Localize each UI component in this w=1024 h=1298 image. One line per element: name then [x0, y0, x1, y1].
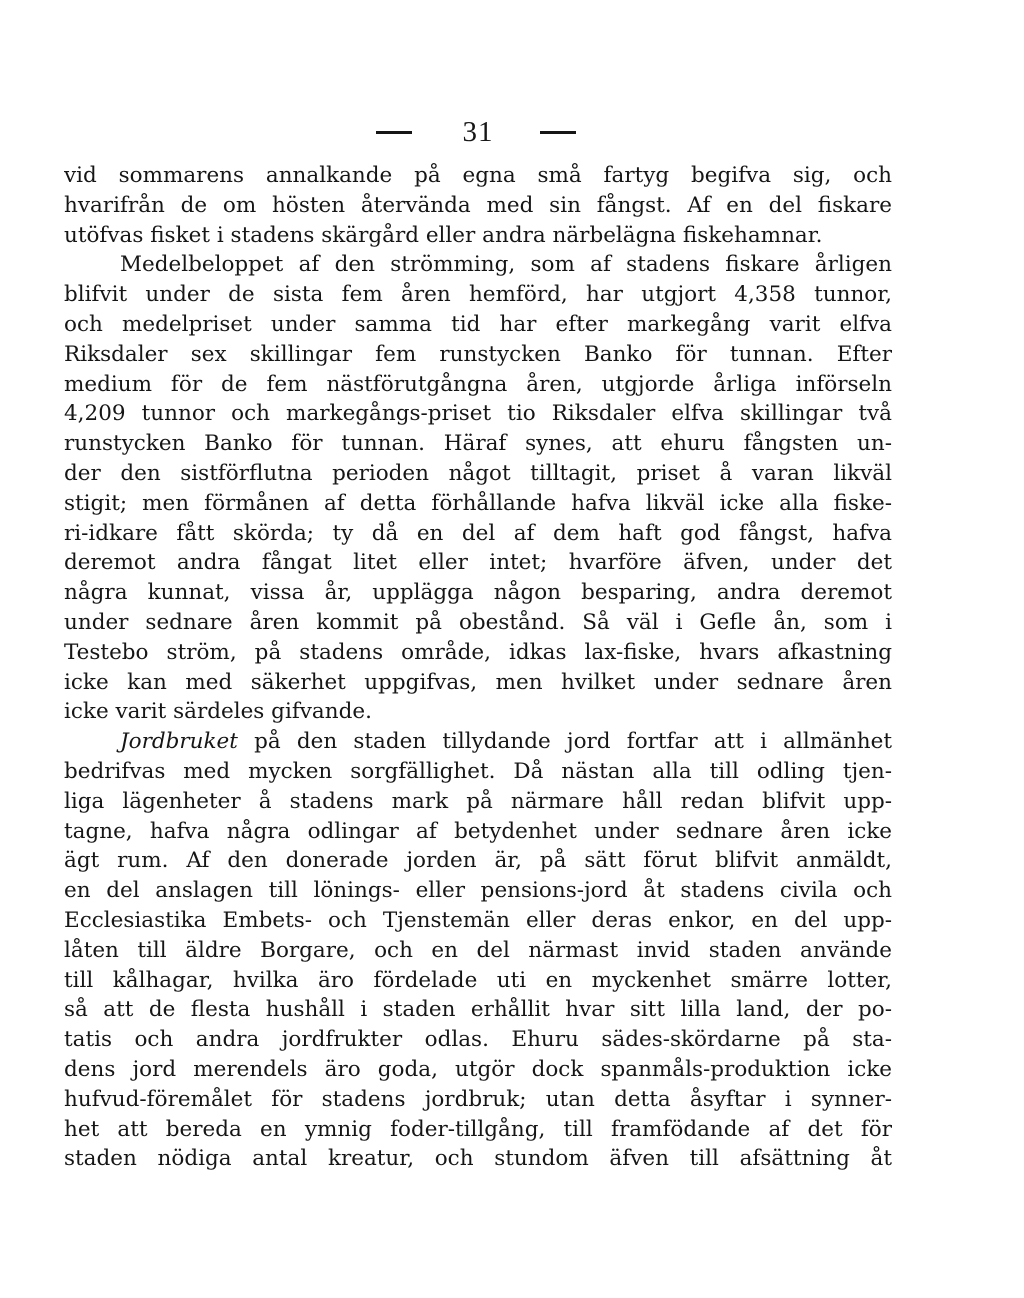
first-line-rest: på den staden tillydande jord fortfar att i allmänhet: [237, 729, 892, 755]
text-line: ri-idkare fått skörda; ty då en del af dem haft god fångst, hafva: [64, 520, 892, 546]
text-line: blifvit under de sista fem åren hemförd, har utgjort 4,358 tunnor,: [64, 282, 892, 308]
text-line: Ecclesiastika Embets- och Tjenstemän eller deras enkor, en del upp-: [64, 907, 892, 933]
text-line: icke kan med säkerhet uppgifvas, men hvilket under sednare åren: [64, 669, 892, 695]
text-line: tagne, hafva några odlingar af betydenhet under sednare åren icke: [64, 818, 892, 844]
header-rule-right: [540, 131, 576, 134]
text-line: bedrifvas med mycken sorgfällighet. Då nästan alla till odling tjen-: [64, 758, 892, 784]
text-line: hvarifrån de om hösten återvända med sin fångst. Af en del fiskare: [64, 192, 892, 218]
text-line: Medelbeloppet af den strömming, som af stadens fiskare årligen: [120, 252, 892, 278]
text-line: deremot andra fångat litet eller intet; hvarföre äfven, under det: [64, 550, 892, 576]
text-line: stigit; men förmånen af detta förhållande hafva likväl icke alla fiske-: [64, 490, 892, 516]
text-line: het att bereda en ymnig foder-tillgång, till framfödande af det för: [64, 1116, 892, 1142]
text-line: hufvud-föremålet för stadens jordbruk; utan detta åsyftar i synner-: [64, 1086, 892, 1112]
text-line: så att de flesta hushåll i staden erhållit hvar sitt lilla land, der po-: [64, 997, 892, 1023]
text-line: utöfvas fisket i stadens skärgård eller andra närbelägna fiskehamnar.: [64, 222, 823, 248]
text-line: tatis och andra jordfrukter odlas. Ehuru sädes-skördarne på sta-: [64, 1027, 892, 1053]
text-line: ägt rum. Af den donerade jorden är, på sätt förut blifvit anmäldt,: [64, 848, 892, 874]
text-line: 4,209 tunnor och markegångs-priset tio Riksdaler elfva skillingar två: [64, 401, 892, 427]
text-line: liga lägenheter å stadens mark på närmare håll redan blifvit upp-: [64, 788, 892, 814]
text-line: och medelpriset under samma tid har efter markegång varit elfva: [64, 311, 892, 337]
text-line-first: [64, 727, 892, 757]
text-line: låten till äldre Borgare, och en del närmast invid staden använde: [64, 937, 892, 963]
body-text: [64, 161, 892, 1174]
page-number: 31: [462, 116, 494, 148]
text-line: vid sommarens annalkande på egna små fartyg begifva sig, och: [64, 163, 892, 188]
text-line: en del anslagen till lönings- eller pensions-jord åt stadens civila och: [64, 878, 892, 904]
text-line: Testebo ström, på stadens område, idkas lax-fiske, hvars afkastning: [64, 639, 892, 665]
text-line: staden nödiga antal kreatur, och stundom äfven till afsättning åt: [64, 1146, 892, 1172]
text-line: Riksdaler sex skillingar fem runstycken Banko för tunnan. Efter: [64, 341, 892, 367]
text-line: under sednare åren kommit på obestånd. Så väl i Gefle ån, som i: [64, 609, 892, 635]
text-line: medium för de fem nästförutgångna åren, utgjorde årliga införseln: [64, 371, 892, 397]
text-line: icke varit särdeles gifvande.: [64, 699, 372, 725]
header-rule-left: [376, 131, 412, 134]
text-line: dens jord merendels äro goda, utgör dock spanmåls-produktion icke: [64, 1056, 892, 1082]
text-line: till kålhagar, hvilka äro fördelade uti en myckenhet smärre lotter,: [64, 967, 892, 993]
text-line: der den sistförflutna perioden något tilltagit, priset å varan likväl: [64, 460, 892, 486]
text-line: runstycken Banko för tunnan. Häraf synes, att ehuru fångsten un-: [64, 431, 892, 457]
text-line: några kunnat, vissa år, upplägga någon besparing, andra deremot: [64, 580, 892, 606]
page-header: [0, 112, 1024, 152]
section-lead-italic: Jordbruket: [120, 729, 238, 755]
